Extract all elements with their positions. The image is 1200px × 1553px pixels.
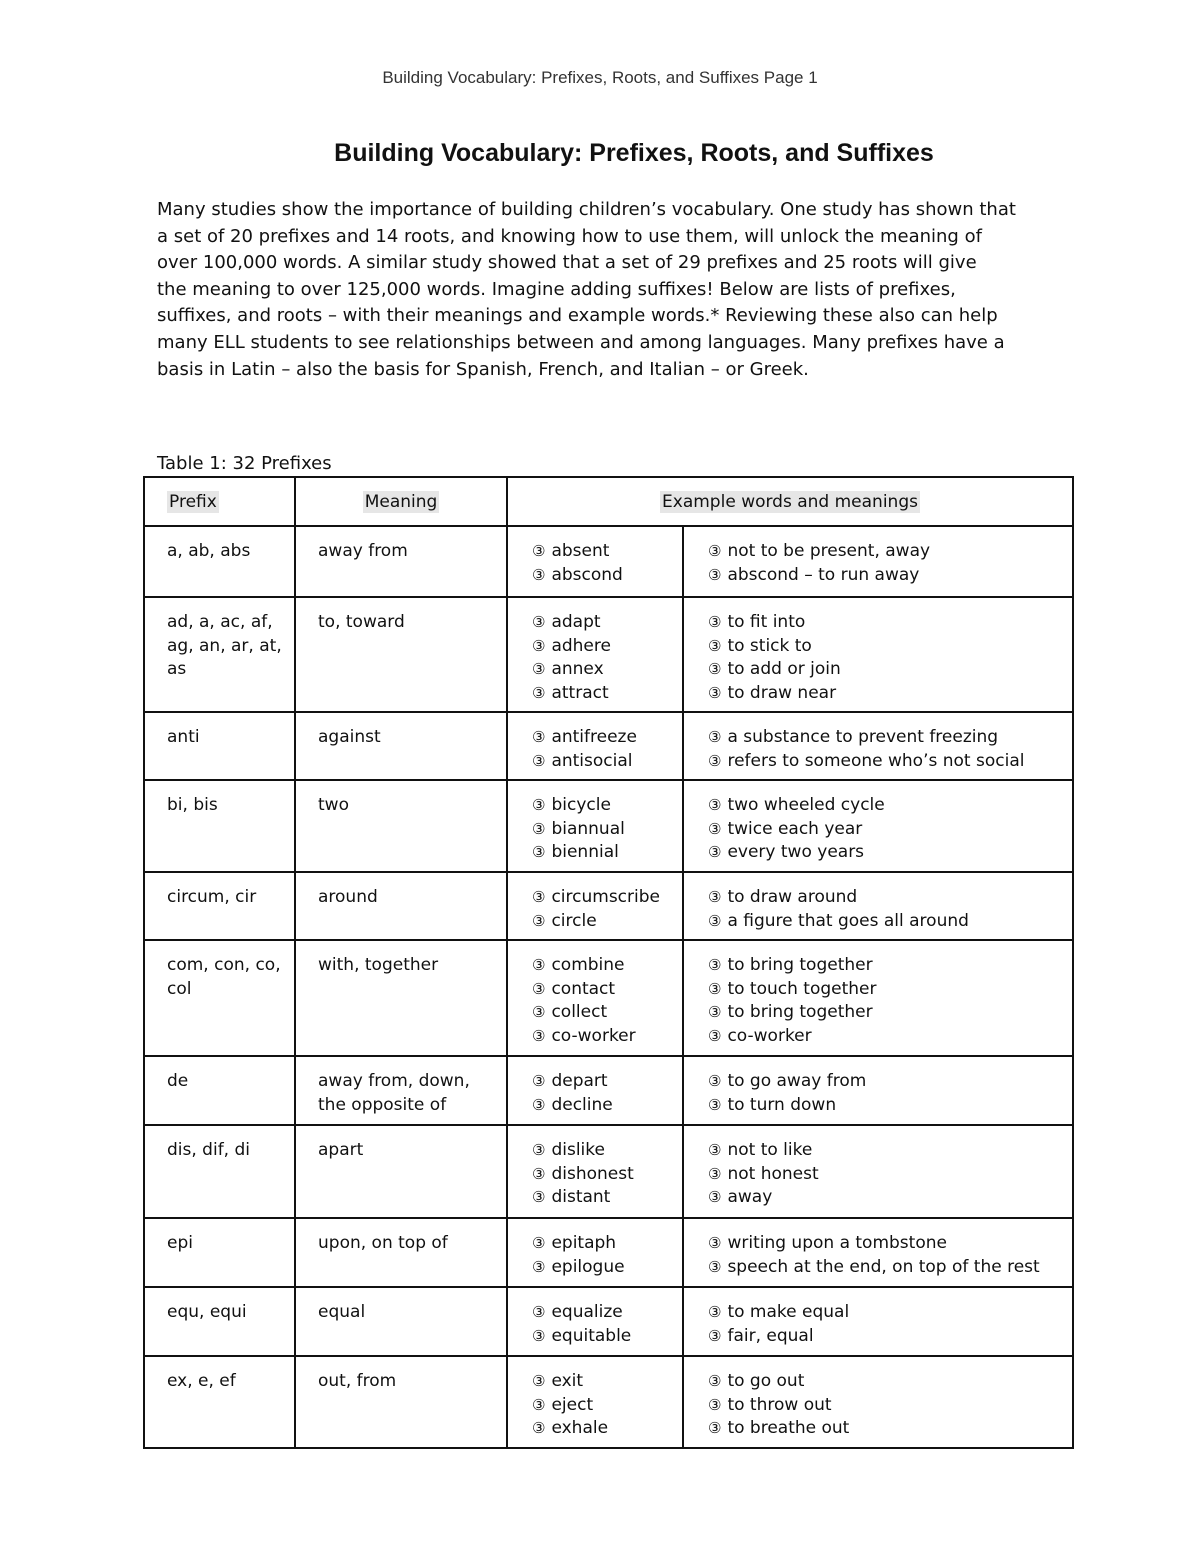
table-header-row (144, 477, 1073, 526)
example-word: ③ absent (532, 541, 610, 561)
example-meaning: ③ to turn down (708, 1094, 837, 1115)
bullet-icon: ③ (532, 979, 546, 998)
example-meanings-cell (683, 712, 1073, 780)
example-meanings-cell (683, 872, 1073, 940)
bullet-icon: ③ (708, 1072, 722, 1090)
example-meaning: ③ co-worker (708, 1025, 812, 1046)
bullet-icon: ③ (708, 979, 722, 998)
bullet-icon: ③ (532, 542, 546, 560)
prefix-cell: dis, dif, di (144, 1125, 295, 1218)
prefix-cell: bi, bis (144, 780, 295, 872)
meaning-cell: to, toward (295, 597, 507, 712)
bullet-icon: ③ (532, 1419, 546, 1437)
bullet-icon: ③ (532, 565, 546, 584)
prefix-table (143, 476, 1074, 1449)
prefix-cell: a, ab, abs (144, 526, 295, 597)
bullet-icon: ③ (708, 1141, 722, 1159)
example-meaning: ③ every two years (708, 842, 865, 862)
example-word: ③ collect (532, 1002, 608, 1022)
bullet-icon: ③ (532, 843, 546, 861)
table-row (144, 1287, 1073, 1356)
example-word: ③ combine (532, 955, 625, 975)
bullet-icon: ③ (708, 1326, 722, 1345)
prefix-cell: ad, a, ac, af, ag, an, ar, at, as (144, 597, 295, 712)
intro-line: Many studies show the importance of building children’s vocabulary. One study has shown that (157, 199, 1016, 220)
example-word: ③ contact (532, 978, 616, 999)
bullet-icon: ③ (708, 1395, 722, 1414)
example-word: ③ attract (532, 682, 609, 703)
example-word: ③ epitaph (532, 1233, 617, 1253)
bullet-icon: ③ (532, 1003, 546, 1021)
bullet-icon: ③ (708, 956, 722, 974)
table-body (144, 526, 1073, 1448)
bullet-icon: ③ (532, 1188, 546, 1206)
example-meaning: ③ to make equal (708, 1302, 850, 1322)
bullet-icon: ③ (708, 728, 722, 746)
intro-line: suffixes, and roots – with their meanings and example words.* Reviewing these also can help (157, 305, 998, 327)
meaning-cell: equal (295, 1287, 507, 1356)
example-meaning: ③ abscond – to run away (708, 564, 920, 585)
example-meaning: ③ to add or join (708, 659, 841, 679)
example-word: ③ antisocial (532, 750, 633, 771)
document-title: Building Vocabulary: Prefixes, Roots, and Suffixes (334, 139, 934, 167)
bullet-icon: ③ (708, 613, 722, 631)
example-word: ③ epilogue (532, 1256, 625, 1277)
bullet-icon: ③ (708, 565, 722, 584)
bullet-icon: ③ (708, 888, 722, 906)
meaning-cell: against (295, 712, 507, 780)
bullet-icon: ③ (708, 1188, 722, 1206)
bullet-icon: ③ (708, 1234, 722, 1252)
prefix-cell: de (144, 1056, 295, 1125)
bullet-icon: ③ (532, 911, 546, 930)
intro-paragraph (157, 197, 1062, 383)
example-word: ③ co-worker (532, 1025, 636, 1046)
bullet-icon: ③ (708, 683, 722, 702)
example-meaning: ③ fair, equal (708, 1325, 814, 1346)
example-word: ③ circumscribe (532, 887, 660, 907)
table-row (144, 1356, 1073, 1448)
bullet-icon: ③ (532, 1164, 546, 1183)
bullet-icon: ③ (532, 1141, 546, 1159)
example-meaning: ③ a figure that goes all around (708, 910, 969, 931)
example-word: ③ adhere (532, 635, 611, 656)
example-words-cell (507, 940, 683, 1056)
bullet-icon: ③ (532, 819, 546, 838)
example-word: ③ distant (532, 1187, 611, 1207)
example-meanings-cell (683, 1356, 1073, 1448)
example-meaning: ③ writing upon a tombstone (708, 1233, 947, 1253)
bullet-icon: ③ (708, 1026, 722, 1045)
bullet-icon: ③ (708, 1419, 722, 1437)
bullet-icon: ③ (532, 636, 546, 655)
bullet-icon: ③ (708, 751, 722, 770)
example-words-cell (507, 597, 683, 712)
bullet-icon: ③ (532, 728, 546, 746)
meaning-cell: away from (295, 526, 507, 597)
prefix-cell: anti (144, 712, 295, 780)
example-meaning: ③ to go away from (708, 1071, 867, 1091)
meaning-cell: upon, on top of (295, 1218, 507, 1287)
intro-line: the meaning to over 125,000 words. Imagine adding suffixes! Below are lists of prefixes, (157, 278, 956, 300)
example-words-cell (507, 712, 683, 780)
example-word: ③ exhale (532, 1418, 609, 1438)
bullet-icon: ③ (532, 956, 546, 974)
example-meaning: ③ to draw around (708, 887, 858, 907)
example-word: ③ exit (532, 1371, 584, 1391)
table-row (144, 526, 1073, 597)
example-words-cell (507, 1056, 683, 1125)
prefix-cell: equ, equi (144, 1287, 295, 1356)
example-meanings-cell (683, 1218, 1073, 1287)
example-meaning: ③ to fit into (708, 612, 806, 632)
bullet-icon: ③ (532, 660, 546, 678)
example-word: ③ decline (532, 1094, 613, 1115)
meaning-cell: around (295, 872, 507, 940)
prefix-cell: epi (144, 1218, 295, 1287)
example-words-cell (507, 872, 683, 940)
example-words-cell (507, 1356, 683, 1448)
table-row (144, 597, 1073, 712)
example-word: ③ dishonest (532, 1163, 634, 1184)
intro-line: over 100,000 words. A similar study showed that a set of 29 prefixes and 25 roots will give (157, 252, 977, 274)
example-meaning: ③ to draw near (708, 682, 837, 703)
column-header-meaning: Meaning (295, 477, 507, 526)
example-meaning: ③ to breathe out (708, 1418, 850, 1438)
example-word: ③ dislike (532, 1140, 605, 1160)
example-word: ③ circle (532, 910, 597, 931)
bullet-icon: ③ (708, 1257, 722, 1276)
bullet-icon: ③ (708, 1095, 722, 1114)
bullet-icon: ③ (708, 542, 722, 560)
example-word: ③ eject (532, 1394, 594, 1415)
bullet-icon: ③ (708, 1303, 722, 1321)
bullet-icon: ③ (532, 888, 546, 906)
bullet-icon: ③ (532, 1257, 546, 1276)
example-word: ③ abscond (532, 564, 623, 585)
example-meaning: ③ to bring together (708, 955, 873, 975)
example-meaning: ③ refers to someone who’s not social (708, 750, 1025, 771)
bullet-icon: ③ (532, 796, 546, 814)
meaning-cell: two (295, 780, 507, 872)
bullet-icon: ③ (708, 636, 722, 655)
example-meaning: ③ not honest (708, 1163, 819, 1184)
table-row (144, 872, 1073, 940)
bullet-icon: ③ (532, 1395, 546, 1414)
example-meaning: ③ to stick to (708, 635, 812, 656)
example-words-cell (507, 780, 683, 872)
example-word: ③ equalize (532, 1302, 623, 1322)
table-row (144, 940, 1073, 1056)
intro-line: many ELL students to see relationships between and among languages. Many prefixes have a (157, 331, 1005, 353)
example-word: ③ equitable (532, 1325, 632, 1346)
example-word: ③ bicycle (532, 795, 611, 815)
bullet-icon: ③ (532, 1372, 546, 1390)
example-meanings-cell (683, 940, 1073, 1056)
example-meanings-cell (683, 1125, 1073, 1218)
example-words-cell (507, 1287, 683, 1356)
bullet-icon: ③ (532, 1234, 546, 1252)
example-meaning: ③ not to be present, away (708, 541, 931, 561)
example-meaning: ③ twice each year (708, 818, 863, 839)
bullet-icon: ③ (708, 911, 722, 930)
bullet-icon: ③ (708, 1003, 722, 1021)
bullet-icon: ③ (532, 1026, 546, 1045)
example-word: ③ biennial (532, 842, 619, 862)
example-meaning: ③ to throw out (708, 1394, 832, 1415)
example-meaning: ③ two wheeled cycle (708, 795, 885, 815)
example-meaning: ③ to go out (708, 1371, 805, 1391)
example-meanings-cell (683, 597, 1073, 712)
example-meaning: ③ not to like (708, 1140, 813, 1160)
table-row (144, 1056, 1073, 1125)
example-word: ③ depart (532, 1071, 608, 1091)
prefix-cell: com, con, co, col (144, 940, 295, 1056)
bullet-icon: ③ (708, 660, 722, 678)
example-word: ③ biannual (532, 818, 625, 839)
example-word: ③ antifreeze (532, 727, 637, 747)
example-word: ③ annex (532, 659, 604, 679)
example-word: ③ adapt (532, 612, 601, 632)
bullet-icon: ③ (708, 843, 722, 861)
page-header: Building Vocabulary: Prefixes, Roots, and Suffixes Page 1 (382, 68, 818, 87)
intro-line: basis in Latin – also the basis for Spanish, French, and Italian – or Greek. (157, 358, 809, 380)
table-caption: Table 1: 32 Prefixes (157, 453, 332, 474)
bullet-icon: ③ (532, 1303, 546, 1321)
example-words-cell (507, 526, 683, 597)
column-header-examples: Example words and meanings (507, 477, 1073, 526)
bullet-icon: ③ (532, 613, 546, 631)
bullet-icon: ③ (532, 1072, 546, 1090)
bullet-icon: ③ (708, 1164, 722, 1183)
prefix-cell: circum, cir (144, 872, 295, 940)
example-words-cell (507, 1218, 683, 1287)
example-meaning: ③ a substance to prevent freezing (708, 727, 999, 747)
bullet-icon: ③ (532, 1326, 546, 1345)
bullet-icon: ③ (532, 751, 546, 770)
example-meanings-cell (683, 526, 1073, 597)
example-meanings-cell (683, 1056, 1073, 1125)
meaning-cell: away from, down, the opposite of (295, 1056, 507, 1125)
table-row (144, 712, 1073, 780)
bullet-icon: ③ (708, 819, 722, 838)
prefix-cell: ex, e, ef (144, 1356, 295, 1448)
intro-line: a set of 20 prefixes and 14 roots, and knowing how to use them, will unlock the meaning of (157, 225, 982, 247)
example-meaning: ③ to touch together (708, 978, 877, 999)
example-meaning: ③ away (708, 1187, 773, 1207)
bullet-icon: ③ (532, 683, 546, 702)
example-meaning: ③ speech at the end, on top of the rest (708, 1256, 1040, 1277)
table-row (144, 1125, 1073, 1218)
bullet-icon: ③ (708, 796, 722, 814)
meaning-cell: with, together (295, 940, 507, 1056)
meaning-cell: out, from (295, 1356, 507, 1448)
bullet-icon: ③ (532, 1095, 546, 1114)
bullet-icon: ③ (708, 1372, 722, 1390)
table-row (144, 1218, 1073, 1287)
example-meanings-cell (683, 1287, 1073, 1356)
column-header-prefix: Prefix (144, 477, 295, 526)
table-row (144, 780, 1073, 872)
example-meanings-cell (683, 780, 1073, 872)
example-words-cell (507, 1125, 683, 1218)
example-meaning: ③ to bring together (708, 1002, 873, 1022)
meaning-cell: apart (295, 1125, 507, 1218)
